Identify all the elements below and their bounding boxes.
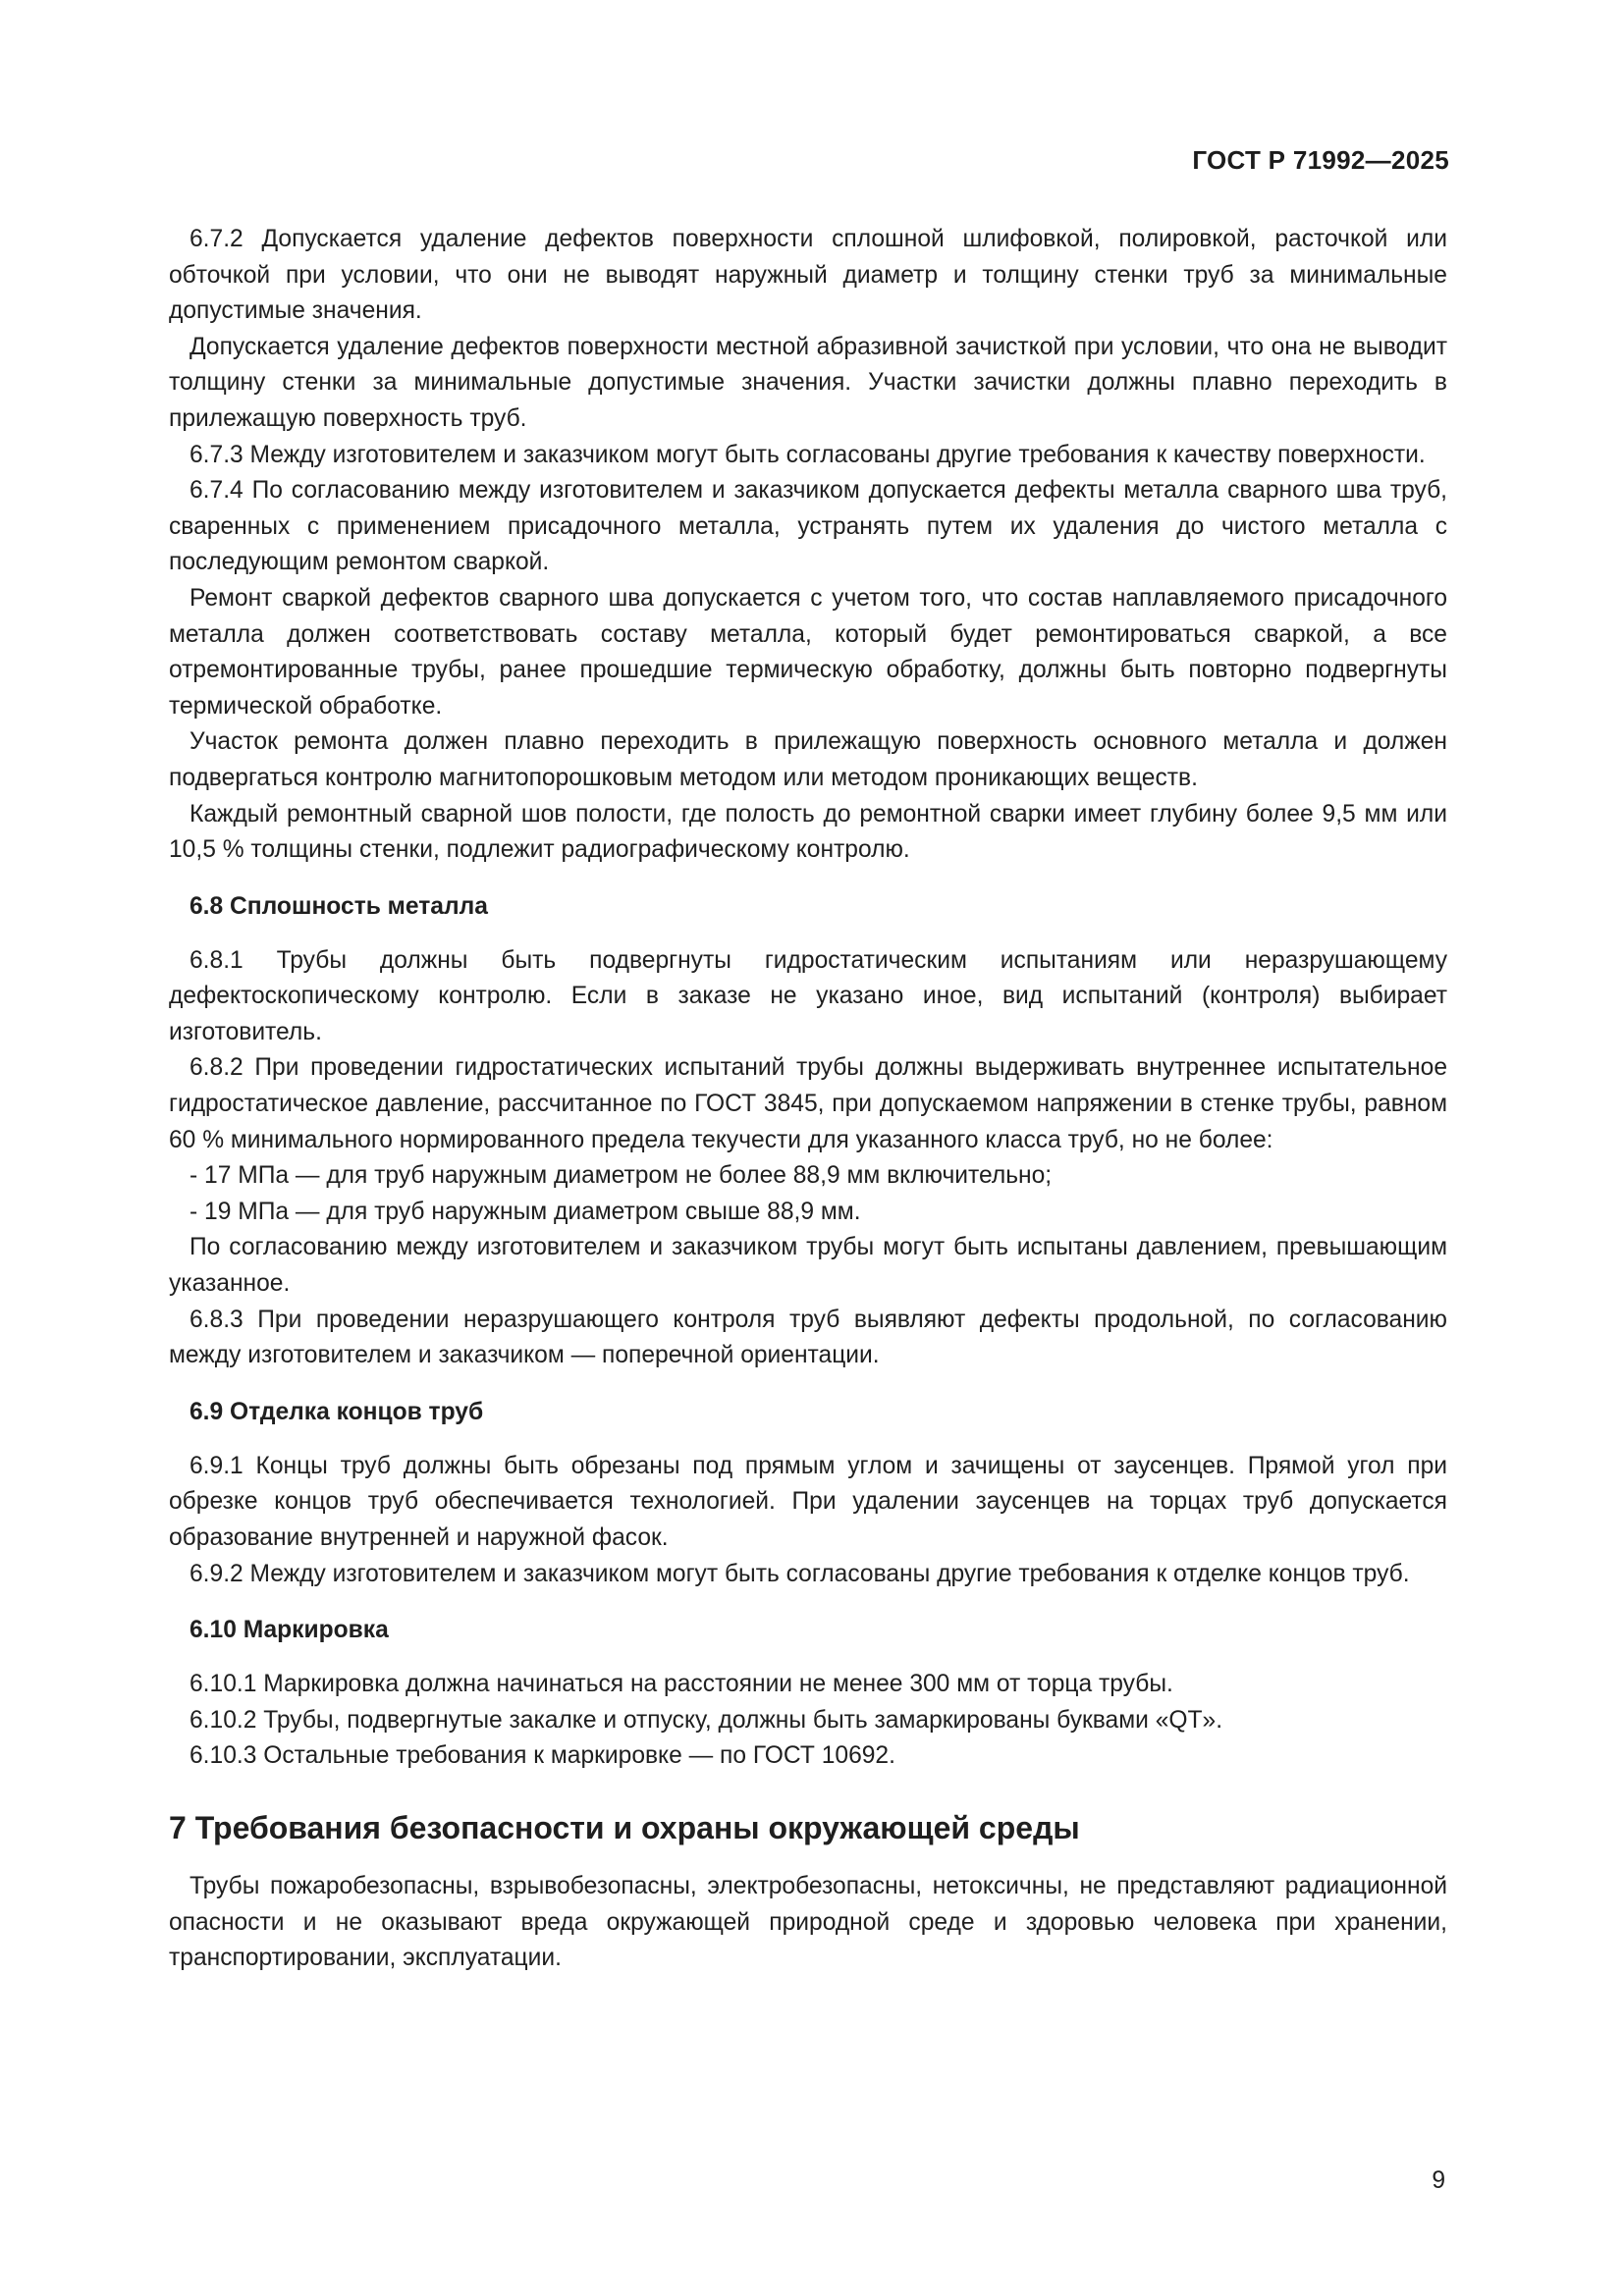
paragraph-6-7-4-repair: Ремонт сваркой дефектов сварного шва допускается с учетом того, что состав наплавляемого присадочного металла должен соответствовать составу металла, который будет ремонтироваться сваркой, а все отремонтированные трубы, ранее прошедшие термическую обработку, должны быть повторно подвергнуты термической обработке. (169, 584, 1447, 720)
paragraph-6-9-1: 6.9.1 Концы труб должны быть обрезаны под прямым углом и зачищены от заусенцев. Прямой угол при обрезке концов труб обеспечивается технологией. При удалении заусенцев на торцах труб допускается образование внутренней и наружной фасок. (169, 1452, 1447, 1551)
paragraph-7: Трубы пожаробезопасны, взрывобезопасны, электробезопасны, нетоксичны, не представляют радиационной опасности и не оказывают вреда окружающей природной среде и здоровью человека при хранении, транспортировании, эксплуатации. (169, 1872, 1447, 1972)
paragraph-6-10-2: 6.10.2 Трубы, подвергнутые закалке и отпуску, должны быть замаркированы буквами «QT». (189, 1706, 1223, 1734)
paragraph-6-9-2: 6.9.2 Между изготовителем и заказчиком могут быть согласованы другие требования к отделке концов труб. (189, 1560, 1410, 1587)
paragraph-6-8-1: 6.8.1 Трубы должны быть подвергнуты гидростатическим испытаниям или неразрушающему дефектоскопическому контролю. Если в заказе не указано иное, вид испытаний (контроля) выбирает изготовитель. (169, 946, 1447, 1045)
paragraph-6-7-2-continued: Допускается удаление дефектов поверхности местной абразивной зачисткой при условии, что она не выводит толщину стенки за минимальные допустимые значения. Участки зачистки должны плавно переходить в прилежащую поверхность труб. (169, 333, 1447, 432)
paragraph-6-8-2: 6.8.2 При проведении гидростатических испытаний трубы должны выдерживать внутреннее испытательное гидростатическое давление, рассчитанное по ГОСТ 3845, при допускаемом напряжении в стенке трубы, равном 60 % минимального нормированного предела текучести для указанного класса труб, но не более: (169, 1054, 1447, 1153)
heading-section-7: 7 Требования безопасности и охраны окружающей среды (169, 1809, 1080, 1845)
document-body (169, 222, 1447, 1977)
list-item: - 17 МПа — для труб наружным диаметром не более 88,9 мм включительно; (189, 1162, 1053, 1190)
paragraph-6-7-4-weld: Каждый ремонтный сварной шов полости, где полость до ремонтной сварки имеет глубину более 9,5 мм или 10,5 % толщины стенки, подлежит радиографическому контролю. (169, 800, 1447, 864)
paragraph-6-7-3: 6.7.3 Между изготовителем и заказчиком могут быть согласованы другие требования к качеству поверхности. (189, 441, 1426, 468)
paragraph-6-10-3: 6.10.3 Остальные требования к маркировке — по ГОСТ 10692. (189, 1742, 895, 1770)
page-number: 9 (1432, 2167, 1445, 2194)
heading-6-8: 6.8 Сплошность металла (189, 892, 488, 920)
paragraph-6-10-1: 6.10.1 Маркировка должна начинаться на расстоянии не менее 300 мм от торца трубы. (189, 1671, 1173, 1698)
heading-6-9: 6.9 Отделка концов труб (189, 1398, 484, 1425)
list-item: - 19 МПа — для труб наружным диаметром свыше 88,9 мм. (189, 1198, 861, 1225)
paragraph-6-7-2: 6.7.2 Допускается удаление дефектов поверхности сплошной шлифовкой, полировкой, расточкой или обточкой при условии, что они не выводят наружный диаметр и толщину стенки труб за минимальные допустимые значения. (169, 226, 1447, 325)
document-code: ГОСТ Р 71992—2025 (1192, 145, 1449, 175)
paragraph-6-7-4: 6.7.4 По согласованию между изготовителем и заказчиком допускается дефекты металла сварного шва труб, сваренных с применением присадочного металла, устранять путем их удаления до чистого металла с последующим ремонтом сваркой. (169, 477, 1447, 576)
paragraph-6-7-4-area: Участок ремонта должен плавно переходить в прилежащую поверхность основного металла и должен подвергаться контролю магнитопорошковым методом или методом проникающих веществ. (169, 728, 1447, 791)
paragraph-6-8-3: 6.8.3 При проведении неразрушающего контроля труб выявляют дефекты продольной, по согласованию между изготовителем и заказчиком — поперечной ориентации. (169, 1306, 1447, 1369)
heading-6-10: 6.10 Маркировка (189, 1617, 389, 1644)
paragraph-6-8-2-agreement: По согласованию между изготовителем и заказчиком трубы могут быть испытаны давлением, превышающим указанное. (169, 1234, 1447, 1298)
